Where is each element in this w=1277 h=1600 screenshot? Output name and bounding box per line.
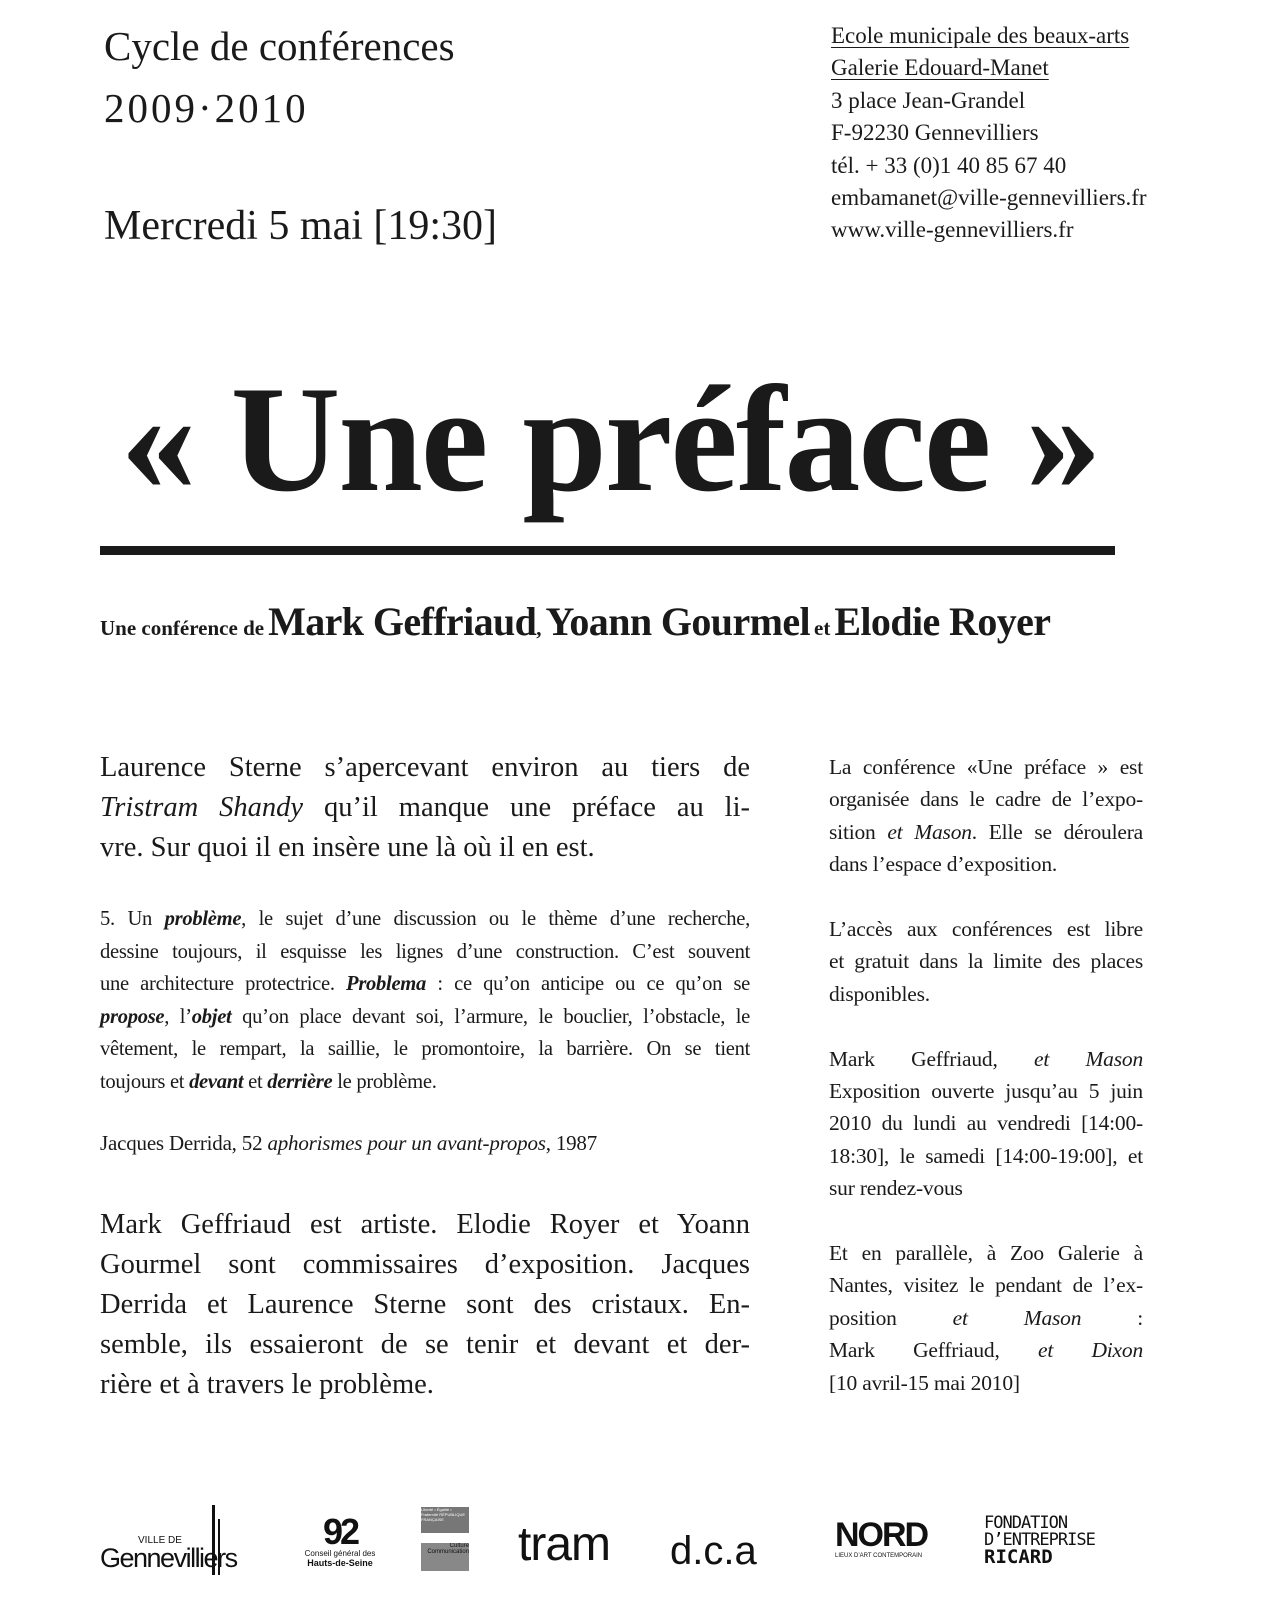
emphasis-text: devant <box>189 1070 244 1093</box>
address-block <box>831 20 1147 247</box>
text-line <box>829 1334 1143 1366</box>
text-line: vêtement, le rempart, la saillie, le promontoire, la barrière. On se tient <box>100 1038 750 1061</box>
text-segment: . Elle se déroulera <box>971 819 1144 844</box>
text-segment: Mark Geffriaud, <box>829 1338 1038 1363</box>
text-segment: : <box>1081 1305 1143 1330</box>
text-line: La conférence «Une préface » est <box>829 755 1143 779</box>
text-segment: Jacques Derrida, 52 <box>100 1131 268 1155</box>
text-line: Derrida et Laurence Sterne sont des cristaux. En- <box>100 1289 750 1320</box>
speaker-name: Mark Geffriaud <box>268 599 537 644</box>
text-line: semble, ils essaieront de se tenir et devant et der- <box>100 1329 750 1360</box>
text-segment: une architecture protectrice. <box>100 973 347 996</box>
derrida-quote <box>100 903 750 1099</box>
hauts-de-seine-logo: 92 Conseil général des Hauts-de-Seine <box>304 1511 376 1568</box>
sidebar-p1 <box>829 751 1143 881</box>
text-line: dessine toujours, il esquisse les lignes d’une construction. C’est souvent <box>100 940 750 963</box>
text-segment: , l’ <box>164 1005 192 1028</box>
city: F-92230 Gennevilliers <box>831 120 1039 146</box>
text-line <box>829 816 1143 848</box>
bio-paragraph <box>100 1205 750 1405</box>
nord-logo: NORD LIEUX D’ART CONTEMPORAIN <box>835 1516 928 1559</box>
intro-paragraph <box>100 748 750 868</box>
text-line: organisée dans le cadre de l’expo- <box>829 787 1143 812</box>
speaker-name: Yoann Gourmel <box>545 599 810 644</box>
text-line: dans l’espace d’exposition. <box>829 852 1058 877</box>
text-line <box>100 788 750 828</box>
email: embamanet@ville-gennevilliers.fr <box>831 185 1147 211</box>
sponsor-logos: VILLE DE Gennevilliers 92 Conseil général des Hauts-de-Seine Liberté • Égalité • Fraternité RÉPUBLIQUE FRANÇAISE Culture Communication tram d.c.a NORD LIEUX D’ART CONTEMPORAIN FONDATION D’ENTREPRISE RICARD <box>100 1507 1095 1573</box>
text-line: vre. Sur quoi il en insère une là où il en est. <box>100 832 595 863</box>
sidebar-p3 <box>829 1043 1143 1205</box>
text-line: Exposition ouverte jusqu’au 5 juin <box>829 1079 1143 1104</box>
tram-logo: tram <box>518 1518 610 1571</box>
text-segment: sition <box>829 819 888 844</box>
comma: , <box>536 616 542 640</box>
emphasis-text: et Mason <box>1034 1046 1144 1071</box>
sidebar-p2 <box>829 913 1143 1010</box>
text-line: et gratuit dans la limite des places <box>829 949 1143 974</box>
text-segment: position <box>829 1305 953 1330</box>
text-segment: toujours et <box>100 1070 190 1093</box>
text-line <box>100 903 750 936</box>
sidebar-info <box>829 751 1143 1399</box>
conjunction: et <box>814 616 831 640</box>
spacer <box>829 1205 1143 1237</box>
text-segment: qu’on place devant soi, l’armure, le bouclier, l’obstacle, le <box>231 1005 750 1028</box>
subtitle-intro: Une conférence de <box>100 616 265 640</box>
spacer <box>829 1010 1143 1042</box>
event-date: Mercredi 5 mai [19:30] <box>104 203 498 249</box>
emphasis-text: derrière <box>267 1070 333 1093</box>
emphasis-text: Problema <box>346 973 427 996</box>
speakers-line <box>100 598 1050 645</box>
text-line: rière et à travers le problème. <box>100 1369 434 1400</box>
quote-credit <box>100 1131 597 1156</box>
emphasis-text: objet <box>191 1005 232 1028</box>
title-rule <box>100 546 1115 555</box>
text-line: L’accès aux conférences est libre <box>829 917 1143 942</box>
text-line: Laurence Sterne s’apercevant environ au tiers de <box>100 752 750 783</box>
text-segment: Mark Geffriaud, <box>829 1046 1035 1071</box>
text-segment: qu’il manque une préface au li- <box>303 792 750 823</box>
text-line: 2010 du lundi au vendredi [14:00- <box>829 1111 1143 1136</box>
text-line <box>100 968 750 1001</box>
text-segment: 5. Un <box>100 908 165 930</box>
school-link[interactable]: Ecole municipale des beaux-arts <box>831 23 1130 48</box>
text-segment: , le sujet d’une discussion ou le thème d’une recherche, <box>241 908 750 930</box>
text-line: [10 avril-15 mai 2010] <box>829 1370 1020 1395</box>
text-segment: , 1987 <box>545 1131 598 1155</box>
emphasis-text: problème <box>164 908 242 930</box>
text-line: Gourmel sont commissaires d’exposition. Jacques <box>100 1249 750 1280</box>
text-line <box>829 1302 1143 1334</box>
cycle-heading: Cycle de conférences <box>104 23 455 69</box>
ricard-foundation-logo: FONDATION D’ENTREPRISE RICARD <box>984 1513 1095 1568</box>
emphasis-text: propose <box>100 1005 165 1028</box>
sidebar-p4 <box>829 1237 1143 1399</box>
text-line <box>100 1001 750 1034</box>
text-segment: le problème. <box>332 1070 437 1093</box>
phone: tél. + 33 (0)1 40 85 67 40 <box>831 152 1067 178</box>
text-line: disponibles. <box>829 981 930 1006</box>
text-line: 18:30], le samedi [14:00-19:00], et <box>829 1143 1143 1168</box>
ministry-culture-logo: Liberté • Égalité • Fraternité RÉPUBLIQUE FRANÇAISE Culture Communication <box>421 1507 469 1571</box>
lecture-title: « Une préface » <box>120 355 1100 523</box>
emphasis-text: aphorismes pour un avant-propos <box>267 1131 546 1155</box>
dca-logo: d.c.a <box>670 1529 757 1573</box>
emphasis-text: Tristram Shandy <box>100 792 304 823</box>
emphasis-text: et Dixon <box>1038 1338 1143 1363</box>
cycle-years: 2009·2010 <box>104 85 309 131</box>
text-line: Nantes, visitez le pendant de l’ex- <box>829 1273 1143 1298</box>
emphasis-text: et Mason <box>952 1305 1082 1330</box>
text-segment: : ce qu’on anticipe ou ce qu’on se <box>426 973 750 996</box>
gallery-link[interactable]: Galerie Edouard-Manet <box>831 55 1049 81</box>
speaker-name: Elodie Royer <box>834 599 1051 644</box>
text-line <box>829 1043 1143 1075</box>
website: www.ville-gennevilliers.fr <box>831 217 1074 243</box>
text-line: sur rendez-vous <box>829 1176 963 1201</box>
emphasis-text: et Mason <box>887 819 972 844</box>
text-line <box>100 1066 750 1099</box>
street: 3 place Jean-Grandel <box>831 87 1026 113</box>
spacer <box>829 881 1143 913</box>
text-line: Mark Geffriaud est artiste. Elodie Royer et Yoann <box>100 1209 750 1240</box>
text-segment: et <box>243 1070 268 1093</box>
text-line: Et en parallèle, à Zoo Galerie à <box>829 1241 1143 1266</box>
